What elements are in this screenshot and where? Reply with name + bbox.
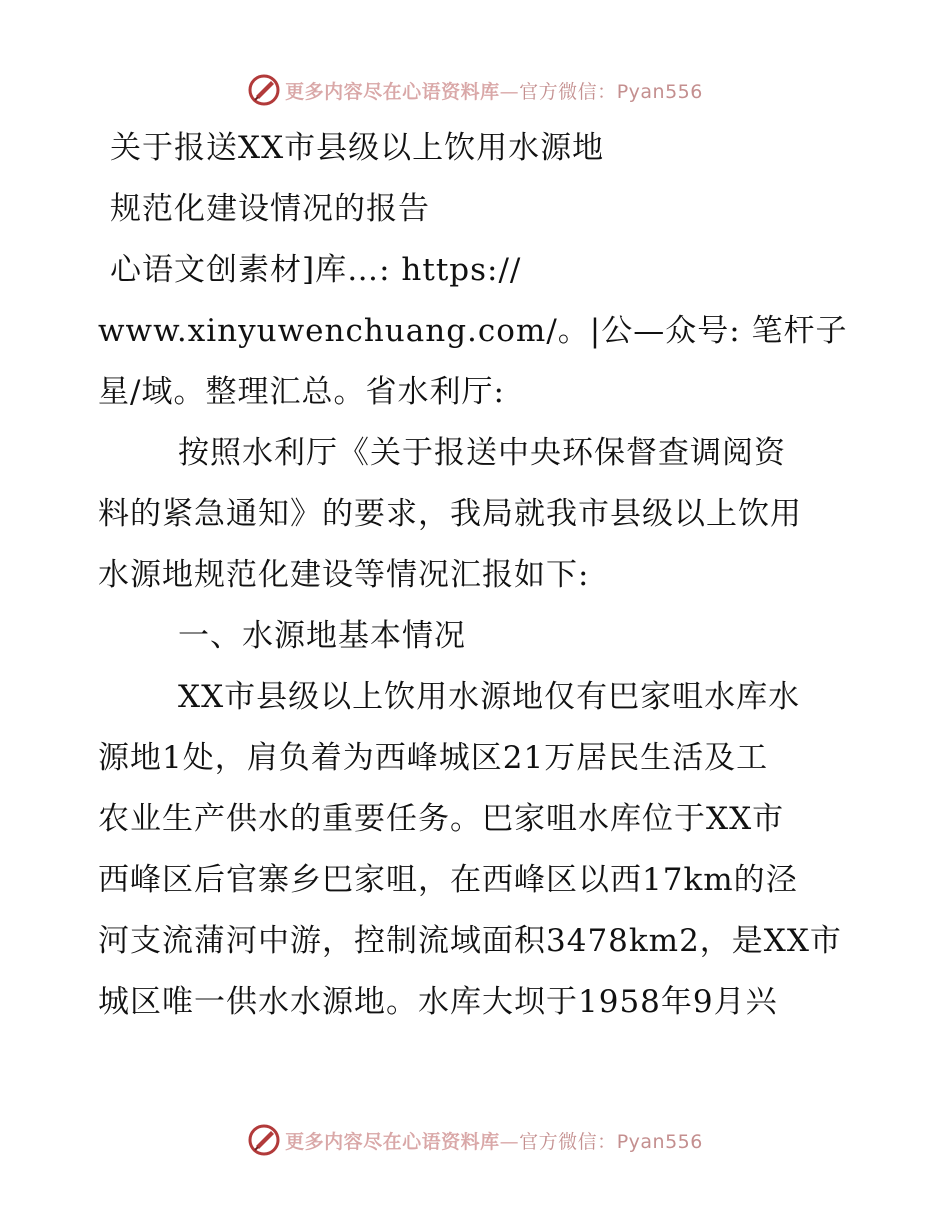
banner-text: 更多内容尽在心语资料库—官方微信：Pyan556	[285, 1130, 703, 1153]
paragraph-line-5: 河支流蒲河中游，控制流域面积3478km2，是XX市	[98, 923, 842, 959]
paragraph-line-4: 西峰区后官寨乡巴家咀，在西峰区以西17km的泾	[98, 862, 798, 898]
paragraph-line-3: 农业生产供水的重要任务。巴家咀水库位于XX市	[98, 801, 785, 837]
header-banner	[0, 70, 950, 110]
source-line-1: 心语文创素材]库…: https://	[110, 252, 522, 288]
paragraph-line-1: XX市县级以上饮用水源地仅有巴家咀水库水	[178, 679, 801, 715]
brand-logo-icon	[247, 1123, 281, 1157]
intro-line-2: 料的紧急通知》的要求，我局就我市县级以上饮用	[98, 496, 802, 532]
banner-text: 更多内容尽在心语资料库—官方微信：Pyan556	[285, 80, 703, 103]
intro-line-3: 水源地规范化建设等情况汇报如下:	[98, 557, 590, 593]
paragraph-line-6: 城区唯一供水水源地。水库大坝于1958年9月兴	[98, 984, 778, 1020]
title-line-1: 关于报送XX市县级以上饮用水源地	[110, 130, 605, 166]
source-line-3: 星/域。整理汇总。省水利厅:	[98, 374, 505, 410]
brand-logo-icon	[247, 73, 281, 107]
source-line-2: www.xinyuwenchuang.com/。|公—众号: 笔杆子	[98, 313, 848, 349]
title-line-2: 规范化建设情况的报告	[110, 191, 430, 227]
document-body	[98, 118, 858, 1033]
intro-line-1: 按照水利厅《关于报送中央环保督查调阅资	[178, 435, 786, 471]
section-heading: 一、水源地基本情况	[178, 618, 466, 654]
paragraph-line-2: 源地1处，肩负着为西峰城区21万居民生活及工	[98, 740, 769, 776]
footer-banner	[0, 1120, 950, 1160]
